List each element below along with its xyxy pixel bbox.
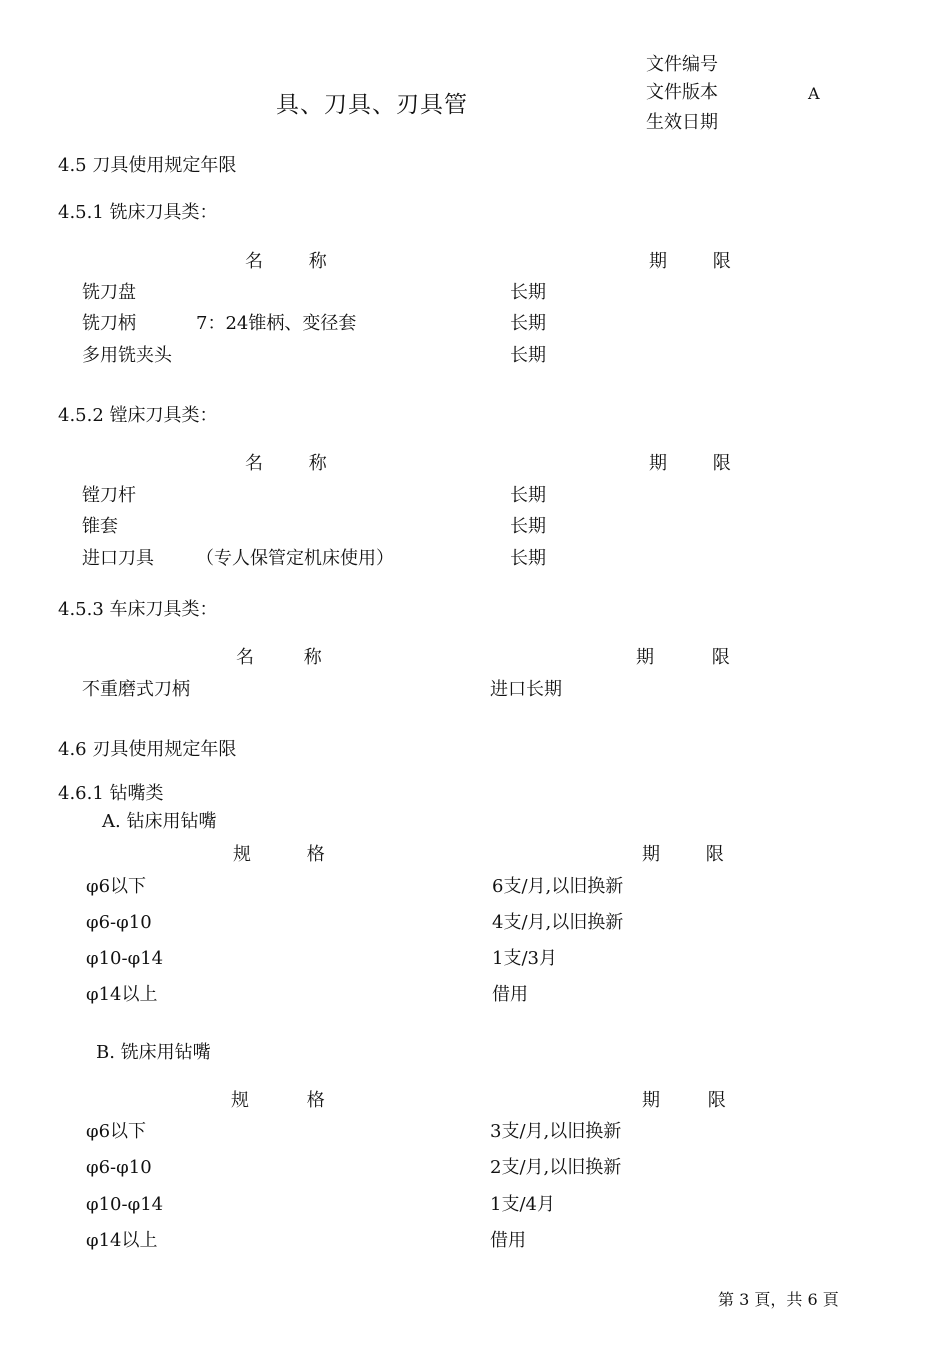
table-row-period: 长期 bbox=[510, 516, 546, 537]
file-number-label: 文件编号 bbox=[646, 54, 718, 75]
table-row-spec: 7：24锥柄、变径套 bbox=[196, 313, 357, 334]
table-row-name: 进口刀具 bbox=[82, 548, 154, 569]
table-row-name: 多用铣夹头 bbox=[82, 345, 172, 366]
table-row-name: 铣刀柄 bbox=[82, 313, 136, 334]
table-row-period: 借用 bbox=[490, 1230, 526, 1251]
table-row-period: 长期 bbox=[510, 485, 546, 506]
column-header-period: 期 限 bbox=[636, 647, 730, 668]
column-header-period: 期 限 bbox=[642, 1090, 726, 1111]
table-row-period: 1支/3月 bbox=[492, 948, 557, 969]
section-heading-4-6: 4.6 刃具使用规定年限 bbox=[58, 739, 237, 760]
table-row-period: 长期 bbox=[510, 548, 546, 569]
table-row-period: 进口长期 bbox=[490, 679, 562, 700]
group-heading-b: B. 铣床用钻嘴 bbox=[96, 1042, 211, 1063]
table-row-spec: φ14以上 bbox=[86, 984, 158, 1005]
table-row-spec: φ6-φ10 bbox=[86, 912, 152, 933]
column-header-name: 名 称 bbox=[236, 647, 322, 668]
subsection-heading-4-5-1: 4.5.1 铣床刀具类： bbox=[58, 202, 218, 223]
subsection-heading-4-5-3: 4.5.3 车床刀具类： bbox=[58, 599, 218, 620]
column-header-spec: 规 格 bbox=[231, 1090, 325, 1111]
column-header-spec: 规 格 bbox=[233, 844, 325, 865]
table-row-period: 长期 bbox=[510, 345, 546, 366]
table-row-period: 2支/月,以旧换新 bbox=[490, 1157, 622, 1178]
table-row-name: 铣刀盘 bbox=[82, 282, 136, 303]
table-row-period: 4支/月,以旧换新 bbox=[492, 912, 624, 933]
section-heading-4-5: 4.5 刀具使用规定年限 bbox=[58, 155, 237, 176]
document-title: 具、刀具、刃具管 bbox=[276, 92, 468, 118]
file-version-value: A bbox=[808, 84, 820, 103]
table-row-spec: φ6以下 bbox=[86, 876, 147, 897]
column-header-name: 名 称 bbox=[245, 251, 327, 272]
column-header-period: 期 限 bbox=[649, 453, 731, 474]
group-heading-a: A. 钻床用钻嘴 bbox=[102, 811, 217, 832]
table-row-spec: （专人保管定机床使用） bbox=[196, 548, 394, 569]
table-row-spec: φ10-φ14 bbox=[86, 948, 164, 969]
table-row-spec: φ6-φ10 bbox=[86, 1157, 152, 1178]
table-row-period: 6支/月,以旧换新 bbox=[492, 876, 624, 897]
effective-date-label: 生效日期 bbox=[646, 112, 718, 133]
table-row-period: 借用 bbox=[492, 984, 528, 1005]
table-row-name: 锥套 bbox=[82, 516, 118, 537]
table-row-spec: φ6以下 bbox=[86, 1121, 147, 1142]
table-row-spec: φ10-φ14 bbox=[86, 1194, 164, 1215]
table-row-name: 不重磨式刀柄 bbox=[82, 679, 190, 700]
column-header-period: 期 限 bbox=[642, 844, 724, 865]
column-header-period: 期 限 bbox=[649, 251, 731, 272]
file-version-label: 文件版本 bbox=[646, 82, 718, 103]
table-row-period: 长期 bbox=[510, 313, 546, 334]
subsection-heading-4-5-2: 4.5.2 镗床刀具类： bbox=[58, 405, 218, 426]
column-header-name: 名 称 bbox=[245, 453, 327, 474]
table-row-period: 3支/月,以旧换新 bbox=[490, 1121, 622, 1142]
page-number: 第 3 頁，共 6 頁 bbox=[718, 1290, 839, 1309]
table-row-period: 长期 bbox=[510, 282, 546, 303]
table-row-period: 1支/4月 bbox=[490, 1194, 555, 1215]
subsection-heading-4-6-1: 4.6.1 钻嘴类 bbox=[58, 783, 164, 804]
table-row-spec: φ14以上 bbox=[86, 1230, 158, 1251]
table-row-name: 镗刀杆 bbox=[82, 485, 136, 506]
